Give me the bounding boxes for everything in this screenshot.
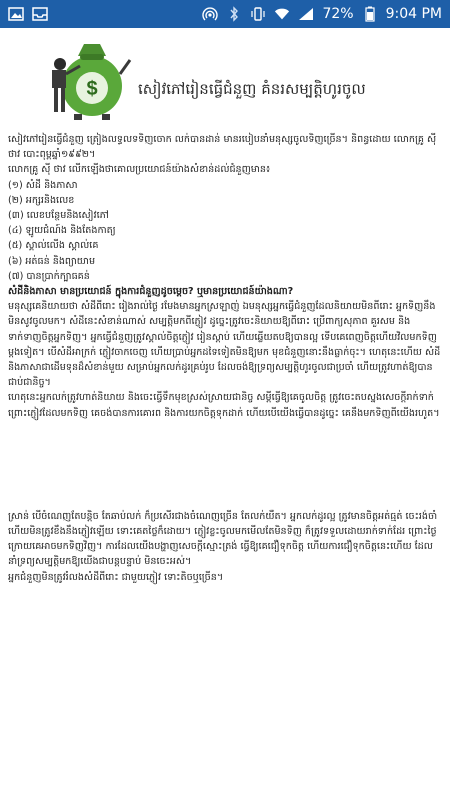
body-paragraph: មនុស្សគេនិយាយថា សំដីពីរោះ រៀងរាល់ថ្ងៃ រមែងមានអ្នកស្រឡាញ់ ឯមនុស្សអ្នកធ្វើជំនួញដែលនិយាយមិនពីរោះ អ្នកទិញនឹងមិនសូវចូលមក។ សំដីនេះសំខាន់ណាស់ សម្បត្តិមកពីភ្ញៀវ ដូច្នេះត្រូវចេះនិយាយឱ្យពីរោះ ប្រើពាក្យសុភាព គួរសម និងទាក់ទាញចិត្តអ្នកទិញ។ អ្នកធ្វើជំនួញត្រូវស្គាល់ចិត្តភ្ញៀវ រៀនស្ដាប់ ហើយឆ្លើយតបឱ្យបានល្អ ទើបគេពេញចិត្តហើយវិលមកទិញម្ដងទៀត។ បើសំដីអាក្រក់ ភ្ញៀវចាកចេញ ហើយប្រាប់អ្នកដទៃទៀតមិនឱ្យមក មុខជំនួញនោះនឹងធ្លាក់ចុះ។ ហេតុនេះហើយ សំដីនិងភាសាជាដើមទុនដ៏សំខាន់មួយ សម្រាប់អ្នកលក់ដូរគ្រប់រូប ដែលចង់ឱ្យទ្រព្យសម្បត្តិហូរចូលជាប្រចាំ ហើយត្រូវហាត់ឱ្យបានជាប់ជានិច្ច។ (8, 301, 441, 389)
article-body (8, 132, 442, 585)
book-title: សៀវភៅរៀនធ្វើជំនួញ គំនរសម្បត្តិហូរចូល (138, 80, 366, 98)
image-icon (8, 6, 24, 22)
reader-content[interactable] (0, 28, 450, 800)
list-item: (៧) បានប្រាក់ក្បាធគន់ (8, 270, 90, 282)
money-bag-icon (40, 34, 136, 122)
lead-line: លោកគ្រូ ស៊ី ថាវ លើកឡើងថាគោលប្រយោជន៍យ៉ាងសំខាន់ដល់ជំនួញមាន៖ (8, 164, 271, 176)
list-item: (៦) អត់ធន់ និងព្យាយាម (8, 255, 96, 267)
list-item: (៣) លេខបន្ថែមនិងសៀវភៅ (8, 209, 109, 221)
page-gap (8, 421, 442, 509)
hotspot-icon (202, 6, 218, 22)
wifi-icon (274, 6, 290, 22)
benefit-list (8, 178, 442, 284)
inbox-icon (32, 6, 48, 22)
body-paragraph: អ្នកជំនួញមិនត្រូវរំលងសំដីពីរោះ ជាមួយភ្ញៀវ ទោះតិចឬច្រើន។ (8, 571, 224, 583)
intro-paragraph: សៀវភៅរៀនធ្វើជំនួញ ត្រៀងលទ្ធលទទិញចោក លក់បានដាន់ មានរបៀបនាំមនុស្សចូលទិញច្រើន។ និពន្ធដោយ លោកគ្រូ ស៊ី ថាវ បោះពុម្ពឆ្នាំ១៩៩២។ (8, 134, 437, 161)
body-paragraph: ស្រាន់ បើចំណេញតែបន្តិច តែឆាប់លក់ ក៏ប្រសើរជាងចំណេញច្រើន តែលក់យឺត។ អ្នកលក់ដូរល្អ ត្រូវមានចិត្តអត់ធ្មត់ ចេះរង់ចាំ ហើយមិនត្រូវខឹងនឹងភ្ញៀវឡើយ ទោះគេតថ្លៃក៏ដោយ។ ភ្ញៀវខ្លះចូលមកមើលតែមិនទិញ ក៏ត្រូវទទួលដោយរាក់ទាក់ដែរ ព្រោះថ្ងៃក្រោយគេអាចមកទិញវិញ។ ការដែលយើងបង្ហាញសេចក្ដីស្មោះត្រង់ ធ្វើឱ្យគេជឿទុកចិត្ត ហើយការជឿទុកចិត្តនេះហើយ ដែលនាំទ្រព្យសម្បត្តិមកឱ្យយើងជាបន្តបន្ទាប់ មិនចេះអស់។ (8, 510, 438, 568)
list-item: (២) អក្សរនិងលេខ (8, 194, 75, 206)
list-item: (១) សំដី និងភាសា (8, 179, 78, 191)
list-item: (៥) ស្គាល់លើង ស្គាល់គេ (8, 240, 99, 252)
status-bar (0, 0, 450, 28)
bluetooth-icon (226, 6, 242, 22)
list-item: (៤) ឡូយជំណ៍ង និងតែងកាត្យ (8, 225, 116, 237)
vibrate-icon (250, 6, 266, 22)
bottom-fade (0, 788, 450, 800)
svg-text:$: $ (86, 78, 98, 100)
battery-icon (362, 6, 378, 22)
signal-icon (298, 6, 314, 22)
body-paragraph: ហេតុនេះអ្នកលក់ត្រូវហាត់និយាយ និងចេះធ្វើទឹកមុខស្រស់ស្រាយជានិច្ច សម្ដីធ្វើឱ្យគេចូលចិត្ត ត្រូវចេះតបស្នងសេចក្ដីរាក់ទាក់ ព្រោះភ្ញៀវដែលមកទិញ គេចង់បានការគោរព និងការយកចិត្តទុកដាក់ ហើយបើយើងធ្វើបានដូច្នេះ គេនឹងមកទិញពីយើងរហូត។ (8, 392, 440, 419)
battery-percent: 72% (322, 6, 354, 22)
book-header (0, 28, 450, 128)
clock: 9:04 PM (385, 6, 442, 22)
section-question: សំដីនិងភាសា មានប្រយោជន៍ ក្នុងការជំនួញដូចម្ដេច? ឬមានប្រយោជន៍យ៉ាងណា? (8, 285, 294, 297)
